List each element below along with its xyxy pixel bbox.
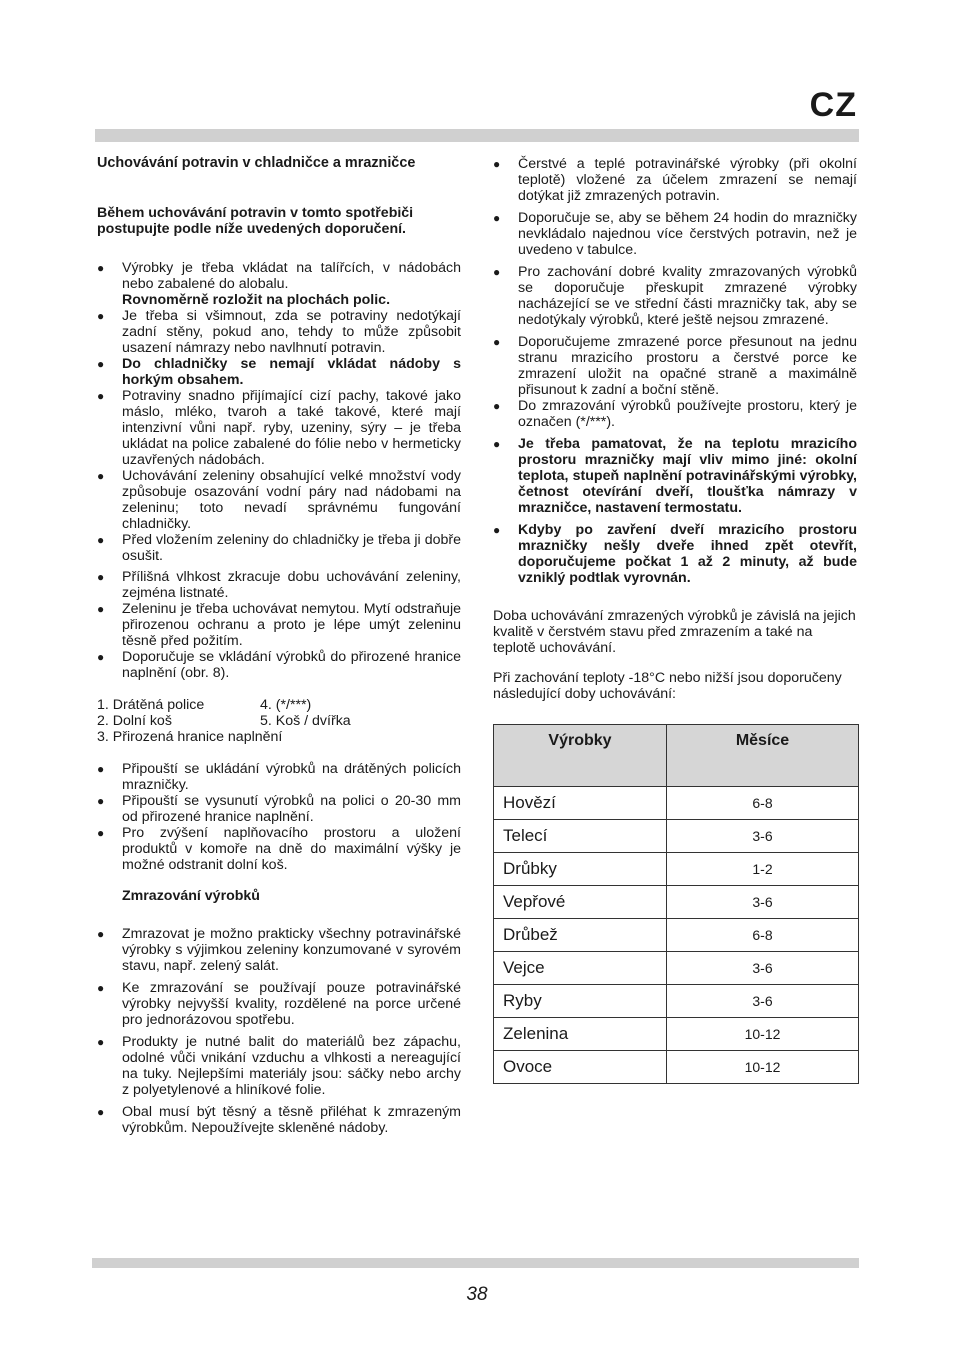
table-row: [494, 919, 859, 952]
storage-duration-text: Doba uchovávání zmrazených výrobků je závislá na jejich kvalitě v čerstvém stavu před zmrazením a také na teplotě uchovávání.: [493, 608, 856, 656]
list-item: ● Připouští se vysunutí výrobků na polici o 20-30 mm od přirozené hranice naplnění.: [97, 793, 461, 825]
months-cell: 10-12: [667, 1051, 859, 1084]
table-row: [494, 1051, 859, 1084]
shelf-tips-list: [97, 761, 461, 873]
right-column: [493, 156, 857, 1084]
list-item: ● Přílišná vlhkost zkracuje dobu uchovávání zeleniny, zejména listnaté.: [97, 569, 461, 601]
list-item: ● Připouští se ukládání výrobků na drátěných policích mrazničky.: [97, 761, 461, 793]
column-header-products: Výrobky: [494, 725, 667, 787]
list-item: ● Produkty je nutné balit do materiálů bez zápachu, odolné vůči vnikání vzduchu a vlhkosti a nereagující na tuky. Nejlepšími materiály jsou: sáčky nebo archy z polyetylenové a hliníkové folie.: [97, 1034, 461, 1098]
freezing-tips-list: [97, 926, 461, 1136]
legend-item: 2. Dolní koš: [97, 713, 172, 729]
left-column: [97, 155, 461, 1136]
months-cell: 10-12: [667, 1018, 859, 1051]
list-item: ● Kdyby po zavření dveří mrazicího prostoru mrazničky nešly dveře ihned zpět otevřít, doporučujeme počkat 1 až 2 minuty, až bude vzniklý podtlak vyrovnán.: [493, 522, 857, 586]
product-cell: Telecí: [494, 820, 667, 853]
product-cell: Drůbky: [494, 853, 667, 886]
list-item: ● Uchovávání zeleniny obsahující velké množství vody způsobuje osazování vodní páry nad nádobami na zeleninu; toto nevadí správnému fungování chladničky.: [97, 468, 461, 532]
table-body: [494, 787, 859, 1084]
table-row: [494, 952, 859, 985]
intro-text: Během uchovávání potravin v tomto spotřebiči postupujte podle níže uvedených doporučení.: [97, 205, 414, 237]
language-code: CZ: [809, 86, 857, 124]
product-cell: Drůbež: [494, 919, 667, 952]
months-cell: 3-6: [667, 820, 859, 853]
list-item: ● Je třeba pamatovat, že na teplotu mrazicího prostoru mrazničky mají vliv mimo jiné: okolní teplota, stupeň naplnění potravinářskými výrobky, četnost otevírání dveří, tloušťka námrazy v mrazničce, nastavení termostatu.: [493, 436, 857, 516]
list-item: ● Výrobky je třeba vkládat na talířcích, v nádobách nebo zabalené do alobalu. Rovnoměrně rozložit na plochách polic.: [97, 260, 461, 308]
table-row: [494, 1018, 859, 1051]
legend-item: 5. Koš / dvířka: [260, 713, 351, 729]
column-header-months: Měsíce: [667, 725, 859, 787]
months-cell: 6-8: [667, 919, 859, 952]
table-header-row: [494, 725, 859, 787]
list-item: ● Pro zvýšení naplňovacího prostoru a uložení produktů v komoře na dně do maximální výšky je možné odstranit dolní koš.: [97, 825, 461, 873]
product-cell: Vejce: [494, 952, 667, 985]
list-item: ● Před vložením zeleniny do chladničky je třeba ji dobře osušit.: [97, 532, 461, 564]
product-cell: Zelenina: [494, 1018, 667, 1051]
list-item: ● Obal musí být těsný a těsně přiléhat k zmrazeným výrobkům. Nepoužívejte skleněné nádoby.: [97, 1104, 461, 1136]
product-cell: Ryby: [494, 985, 667, 1018]
list-item: ● Zmrazovat je možno prakticky všechny potravinářské výrobky s výjimkou zeleniny konzumované v syrovém stavu, např. zelený salát.: [97, 926, 461, 974]
list-item: ● Ke zmrazování se používají pouze potravinářské výrobky nejvyšší kvality, rozdělené na porce určené pro jednorázovou spotřebu.: [97, 980, 461, 1028]
table-row: [494, 820, 859, 853]
table-row: [494, 787, 859, 820]
months-cell: 3-6: [667, 985, 859, 1018]
list-item: ● Do zmrazování výrobků používejte prostoru, který je označen (*/***).: [493, 398, 857, 430]
months-cell: 3-6: [667, 886, 859, 919]
freezing-title: Zmrazování výrobků: [122, 888, 260, 904]
storage-tips-list: [97, 260, 461, 681]
list-item: ● Potraviny snadno přijímající cizí pachy, takové jako máslo, mléko, tvaroh a také takové, které mají intenzivní vůni např. ryby, uzeniny, sýry – je třeba ukládat na police zabalené do fólie nebo v hermeticky uzavřených nádobách.: [97, 388, 461, 468]
months-cell: 3-6: [667, 952, 859, 985]
list-item: ● Doporučuje se, aby se během 24 hodin do mrazničky nevkládalo najednou více čerstvých potravin, než je uvedeno v tabulce.: [493, 210, 857, 258]
legend-item: 3. Přirozená hranice naplnění: [97, 729, 283, 745]
temperature-text: Při zachování teploty -18°C nebo nižší jsou doporučeny následující doby uchovávání:: [493, 670, 842, 702]
list-item: ● Je třeba si všimnout, zda se potraviny nedotýkají zadní stěny, pokud ano, tehdy to může způsobit usazení námrazy nebo navlhnutí potravin.: [97, 308, 461, 356]
storage-times-table: [493, 724, 859, 1084]
freezer-tips-list: [493, 156, 857, 586]
bold-note: Rovnoměrně rozložit na plochách polic.: [122, 292, 391, 308]
page-number: 38: [466, 1284, 488, 1305]
list-item: ● Zeleninu je třeba uchovávat nemytou. Mytí odstraňuje přirozenou ochranu a proto je lépe umýt zeleninu těsně před požitím.: [97, 601, 461, 649]
legend-item: 1. Drátěná police: [97, 697, 205, 713]
footer-divider: [92, 1258, 859, 1268]
figure-legend: [97, 697, 461, 745]
list-item: ● Doporučuje se vkládání výrobků do přirozené hranice naplnění (obr. 8).: [97, 649, 461, 681]
list-item: ● Čerstvé a teplé potravinářské výrobky (při okolní teplotě) vložené za účelem zmrazení se nemají dotýkat již zmrazených potravin.: [493, 156, 857, 204]
months-cell: 1-2: [667, 853, 859, 886]
months-cell: 6-8: [667, 787, 859, 820]
table-row: [494, 886, 859, 919]
list-item: ● Do chladničky se nemají vkládat nádoby s horkým obsahem.: [97, 356, 461, 388]
table-row: [494, 853, 859, 886]
table-row: [494, 985, 859, 1018]
legend-item: 4. (*/***): [260, 697, 312, 713]
section-title: Uchovávání potravin v chladničce a mrazničce: [97, 155, 416, 171]
list-item: ● Doporučujeme zmrazené porce přesunout na jednu stranu mrazicího prostoru a čerstvé porce ke zmrazení uložit na opačné straně a maximálně přisunout k zadní a boční stěně.: [493, 334, 857, 398]
product-cell: Ovoce: [494, 1051, 667, 1084]
header-divider: [95, 129, 859, 142]
product-cell: Hovězí: [494, 787, 667, 820]
product-cell: Vepřové: [494, 886, 667, 919]
list-item: ● Pro zachování dobré kvality zmrazovaných výrobků se doporučuje přeskupit zmrazené výrobky nacházející se ve střední části mrazničky tak, aby se nedotýkaly výrobků, které ještě nejsou zmrazené.: [493, 264, 857, 328]
